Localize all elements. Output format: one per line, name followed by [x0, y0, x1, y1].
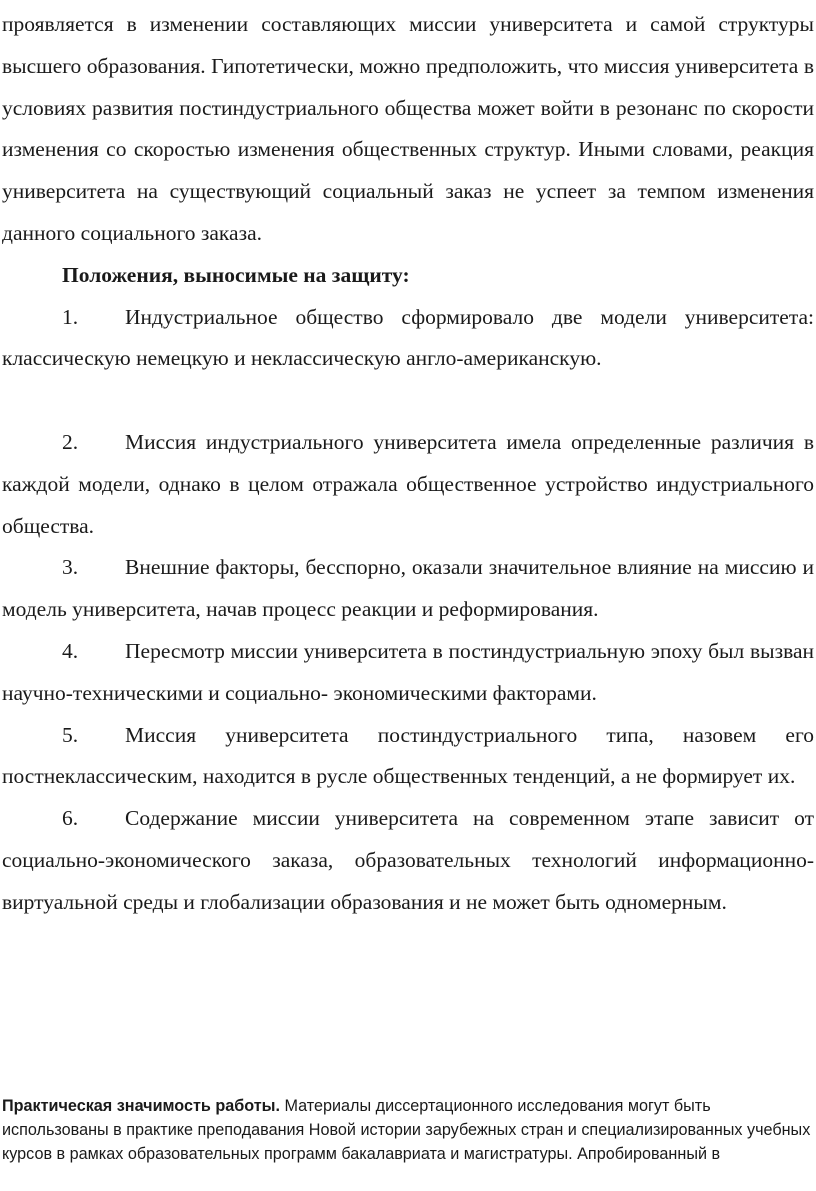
list-item-text: Миссия университета постиндустриального типа, назовем его постнеклассическим, находится в русле общественных тенденций, а не формирует их. [2, 722, 814, 789]
practical-significance-lead: Практическая значимость работы. [2, 1097, 280, 1115]
list-item-text: Пересмотр миссии университета в постиндустриальную эпоху был вызван научно-техническими и социально- экономическими факторами. [2, 638, 814, 705]
list-item-text: Внешние факторы, бесспорно, оказали значительное влияние на миссию и модель университета, начав процесс реакции и реформирования. [2, 555, 814, 622]
list-item-number: 3. [62, 555, 79, 580]
list-item-text: Миссия индустриального университета имела определенные различия в каждой модели, однако в целом отражала общественное устройство индустриального общества. [2, 429, 814, 538]
section-heading: Положения, выносимые на защиту: [62, 262, 410, 287]
intro-paragraph: проявляется в изменении составляющих миссии университета и самой структуры высшего образования. Гипотетически, можно предположить, что миссия университета в условиях развития постиндустриального общества может войти в резонанс по скорости изменения со скоростью изменения общественных структур. Иными словами, реакция университета на существующий социальный заказ не успеет за темпом изменения данного социального заказа. [2, 12, 814, 245]
list-item [2, 297, 814, 381]
list-item-number: 1. [62, 304, 79, 329]
list-item-text: Содержание миссии университета на современном этапе зависит от социально-экономического заказа, образовательных технологий информационно-виртуальной среды и глобализации образования и не может быть одномерным. [2, 806, 814, 914]
list-item [2, 547, 814, 631]
list-item-number: 6. [62, 806, 79, 831]
list-item-number: 4. [62, 638, 79, 663]
list-item-number: 2. [62, 429, 79, 454]
list-item [2, 715, 814, 799]
blank-line [2, 380, 814, 422]
list-item-number: 5. [62, 722, 79, 747]
list-item [2, 798, 814, 923]
list-item-text: Индустриальное общество сформировало две модели университета: классическую немецкую и неклассическую англо-американскую. [2, 304, 814, 371]
practical-significance-paragraph [2, 1094, 812, 1166]
list-item [2, 422, 814, 547]
list-item [2, 631, 814, 715]
practical-significance-text: Материалы диссертационного исследования могут быть использованы в практике преподавания Новой истории зарубежных стран и специализированных учебных курсов в рамках образовательных программ бакалавриата и магистратуры. Апробированный в [2, 1097, 811, 1163]
